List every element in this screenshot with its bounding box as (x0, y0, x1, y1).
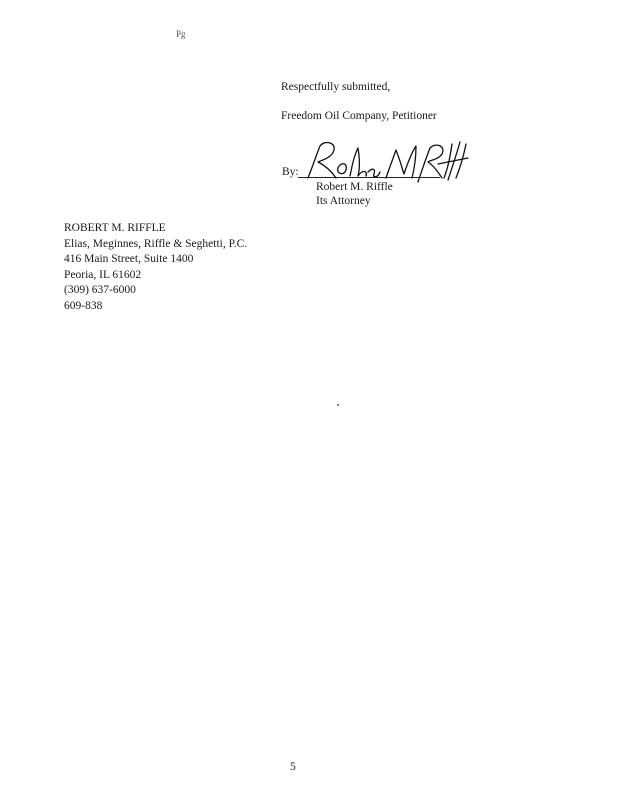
page-number: 5 (290, 761, 296, 773)
signer-name: Robert M. Riffle (316, 181, 393, 193)
counsel-city: Peoria, IL 61602 (64, 268, 142, 281)
closing-respectfully: Respectfully submitted, (281, 81, 391, 93)
header-mark: Pg (176, 29, 186, 39)
closing-party: Freedom Oil Company, Petitioner (281, 110, 437, 122)
counsel-street: 416 Main Street, Suite 1400 (64, 253, 194, 265)
counsel-id: 609-838 (64, 299, 103, 312)
counsel-firm: Elias, Meginnes, Riffle & Seghetti, P.C. (64, 237, 248, 250)
counsel-block (64, 221, 247, 314)
by-label: By: (282, 166, 299, 178)
counsel-phone: (309) 637-6000 (64, 284, 136, 296)
stray-mark (337, 404, 339, 406)
counsel-name: ROBERT M. RIFFLE (64, 222, 166, 234)
signer-title: Its Attorney (316, 195, 371, 207)
